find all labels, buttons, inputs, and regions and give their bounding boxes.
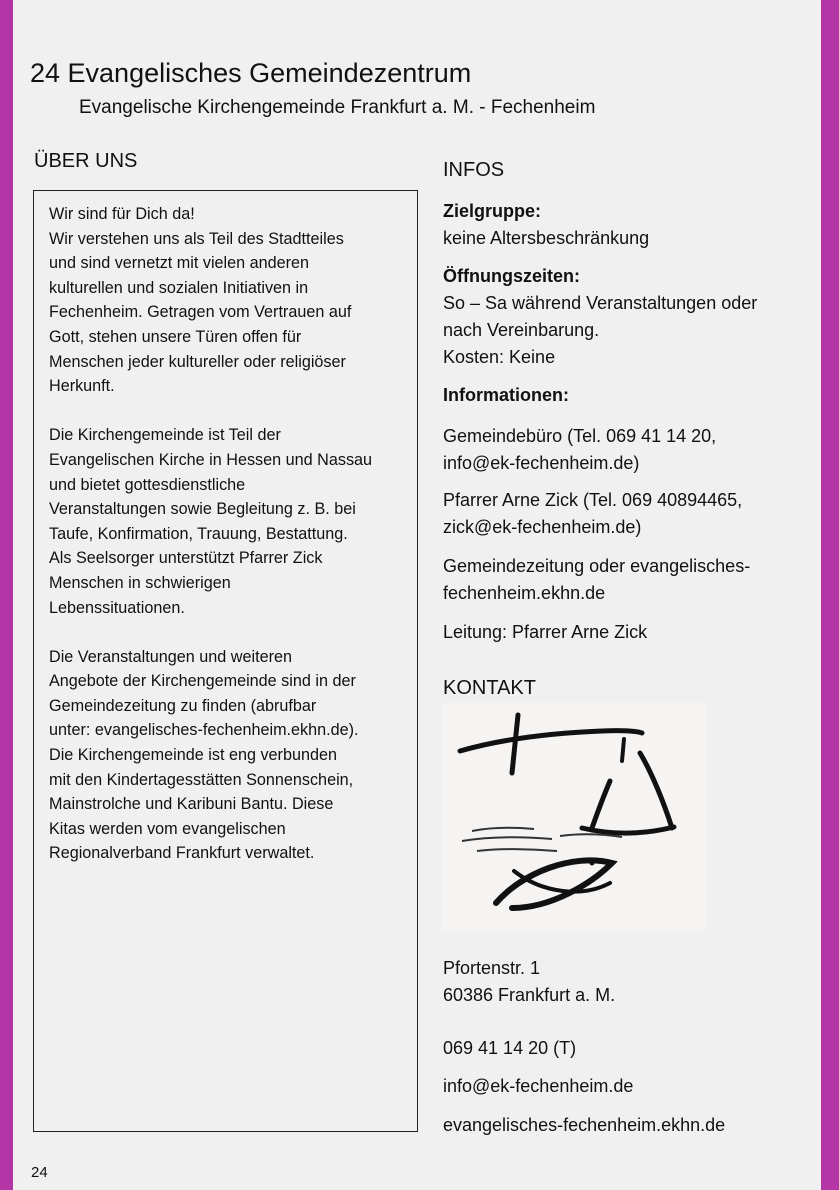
info-label: Informationen: xyxy=(443,385,569,405)
paper-line-1: Gemeindezeitung oder evangelisches- xyxy=(443,556,751,576)
hours-line-1: So – Sa während Veranstaltungen oder xyxy=(443,293,758,313)
about-box xyxy=(33,190,418,1132)
about-paragraph-3: Die Veranstaltungen und weiteren Angebote der Kirchengemeinde sind in der Gemeindezeitung zu finden (abrufbar unter: evangelisches-fechenheim.ekhn.de). Die Kirchengemeinde ist eng verbunden mit den Kindertagesstätten Sonnenschein, Mainstrolche und Karibuni Bantu. Diese Kitas werden vom evangelischen Regionalverband Frankfurt verwaltet. xyxy=(49,647,359,863)
infos-heading: INFOS xyxy=(443,159,505,181)
left-accent-bar xyxy=(0,0,13,1190)
pastor-line-2: zick@ek-fechenheim.de) xyxy=(443,517,642,537)
target-label: Zielgruppe: xyxy=(443,201,541,221)
hours-label: Öffnungszeiten: xyxy=(443,266,580,286)
kontakt-heading: KONTAKT xyxy=(443,677,536,699)
paper-line-2: fechenheim.ekhn.de xyxy=(443,583,606,603)
leader: Leitung: Pfarrer Arne Zick xyxy=(443,622,648,642)
page-subtitle: Evangelische Kirchengemeinde Frankfurt a. M. - Fechenheim xyxy=(79,97,596,118)
page-title: 24 Evangelisches Gemeindezentrum xyxy=(30,58,472,88)
office-line-2: info@ek-fechenheim.de) xyxy=(443,453,640,473)
contact-website[interactable]: evangelisches-fechenheim.ekhn.de xyxy=(443,1115,726,1135)
target-value: keine Altersbeschränkung xyxy=(443,228,650,248)
about-heading: ÜBER UNS xyxy=(34,150,138,172)
contact-phone: 069 41 14 20 (T) xyxy=(443,1038,577,1058)
office-line-1: Gemeindebüro (Tel. 069 41 14 20, xyxy=(443,426,717,446)
right-accent-bar xyxy=(821,0,839,1190)
cross-boat-fish-logo-icon xyxy=(442,703,706,931)
address-city: 60386 Frankfurt a. M. xyxy=(443,985,616,1005)
costs: Kosten: Keine xyxy=(443,347,556,367)
contact-email[interactable]: info@ek-fechenheim.de xyxy=(443,1076,634,1096)
page-number: 24 xyxy=(31,1164,48,1181)
pastor-line-1: Pfarrer Arne Zick (Tel. 069 40894465, xyxy=(443,490,743,510)
about-paragraph-1: Wir sind für Dich da! Wir verstehen uns als Teil des Stadtteiles und sind vernetzt mit vielen anderen kulturellen und sozialen Initiativen in Fechenheim. Getragen vom Vertrauen auf Gott, stehen unsere Türen offen für Menschen jeder kultureller oder religiöser Herkunft. xyxy=(49,205,352,396)
about-paragraph-2: Die Kirchengemeinde ist Teil der Evangelischen Kirche in Hessen und Nassau und bietet gottesdienstliche Veranstaltungen sowie Begleitung z. B. bei Taufe, Konfirmation, Trauung, Bestattung. Als Seelsorger unterstützt Pfarrer Zick Menschen in schwierigen Lebenssituationen. xyxy=(49,426,373,617)
about-text xyxy=(49,202,409,891)
address-street: Pfortenstr. 1 xyxy=(443,958,541,978)
hours-line-2: nach Vereinbarung. xyxy=(443,320,600,340)
